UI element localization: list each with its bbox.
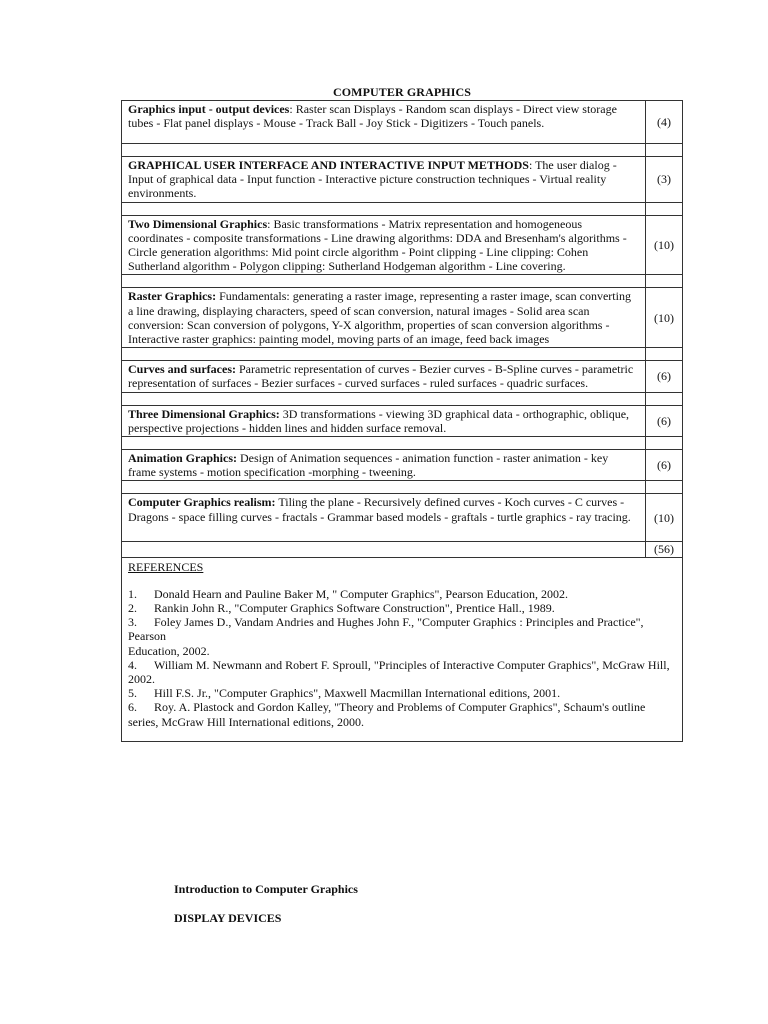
unit-content (122, 494, 646, 542)
unit-row (122, 215, 683, 275)
unit-hours: (4) (646, 101, 683, 144)
spacer-row (122, 275, 683, 288)
unit-separator: : (528, 158, 536, 172)
spacer-row (122, 348, 683, 361)
unit-content (122, 215, 646, 275)
reference-item: 1. Donald Hearn and Pauline Baker M, " Computer Graphics", Pearson Education, 2002. (128, 586, 569, 601)
unit-description: Tiling the plane - Recursively defined curves - Koch curves - C curves - Dragons - space filling curves - fractals - Grammar based models - graftals - turtle graphics - ray tracing. (128, 495, 631, 524)
unit-topic: Graphics input - output devices (128, 102, 290, 116)
total-row (122, 542, 683, 557)
unit-topic: Computer Graphics realism: (128, 495, 276, 510)
unit-description: Design of Animation sequences - animation function - raster animation - key frame systems - motion specification -morphing - tweening. (128, 451, 609, 480)
document-title: COMPUTER GRAPHICS (332, 85, 472, 99)
unit-hours: (10) (646, 288, 683, 348)
unit-description: Basic transformations - Matrix representation and homogeneous coordinates - composite transformations - Line drawing algorithms: DDA and Bresenham's algorithms - Circle generation algorithms: Mid point circle algorithm - Point clipping - Line clipping: Cohen Sutherland algorithm - Polygon clipping: Sutherland Hodgeman algorithm - Line covering. (128, 216, 627, 274)
section-heading: DISPLAY DEVICES (174, 911, 282, 925)
unit-hours: (6) (646, 405, 683, 436)
unit-content (122, 361, 646, 392)
spacer-row (122, 144, 683, 157)
unit-description: Fundamentals: generating a raster image, representing a raster image, scan converting a line drawing, displaying characters, speed of scan conversion, natural images - Solid area scan conversion: Scan conversion of polygons, Y-X algorithm, properties of scan conversion algorithms - Interactive raster graphics: painting model, moving parts of an image, feed back images (128, 289, 631, 347)
unit-topic: Raster Graphics: (128, 289, 217, 304)
unit-separator: : (289, 102, 296, 116)
unit-description: The user dialog - Input of graphical data - Input function - Interactive picture construction techniques - Virtual reality environments. (128, 158, 617, 201)
unit-row (122, 361, 683, 392)
unit-topic: Three Dimensional Graphics: (128, 406, 280, 421)
reference-item: Education, 2002. (128, 643, 210, 658)
unit-topic: Animation Graphics: (128, 451, 238, 466)
unit-content (122, 157, 646, 203)
unit-row (122, 494, 683, 542)
spacer-row (122, 437, 683, 450)
spacer-row (122, 392, 683, 405)
unit-hours: (10) (646, 494, 683, 542)
intro-heading: Introduction to Computer Graphics (174, 882, 358, 896)
references-heading: REFERENCES (128, 559, 204, 574)
total-label-cell (122, 542, 646, 557)
unit-hours: (3) (646, 157, 683, 203)
reference-item: 2. Rankin John R., "Computer Graphics Software Construction", Prentice Hall., 1989. (128, 601, 555, 616)
unit-content (122, 288, 646, 348)
unit-content (122, 101, 646, 144)
references-cell (122, 557, 683, 741)
references-row (122, 557, 683, 741)
unit-hours: (6) (646, 450, 683, 481)
spacer-row (122, 202, 683, 215)
unit-row (122, 288, 683, 348)
unit-row (122, 405, 683, 436)
unit-topic: GRAPHICAL USER INTERFACE AND INTERACTIVE INPUT METHODS (128, 158, 529, 172)
unit-row (122, 157, 683, 203)
reference-item: 5. Hill F.S. Jr., "Computer Graphics", Maxwell Macmillan International editions, 2001. (128, 686, 561, 701)
unit-hours: (6) (646, 361, 683, 392)
unit-description: Parametric representation of curves - Bezier curves - B-Spline curves - parametric representation of surfaces - Bezier surfaces - curved surfaces - ruled surfaces - quadric surfaces. (128, 362, 634, 391)
unit-hours: (10) (646, 215, 683, 275)
unit-content (122, 405, 646, 436)
unit-row (122, 101, 683, 144)
spacer-row (122, 481, 683, 494)
unit-topic: Curves and surfaces: (128, 362, 236, 377)
unit-content (122, 450, 646, 481)
reference-item: 4. William M. Newmann and Robert F. Sproull, "Principles of Interactive Computer Graphics", McGraw Hill, 2002. (128, 657, 670, 687)
unit-description: 3D transformations - viewing 3D graphical data - orthographic, oblique, perspective projections - hidden lines and hidden surface removal. (128, 406, 630, 435)
unit-description: Raster scan Displays - Random scan displays - Direct view storage tubes - Flat panel displays - Mouse - Track Ball - Joy Stick - Digitizers - Touch panels. (128, 102, 617, 131)
syllabus-table (121, 100, 683, 742)
unit-separator: : (267, 216, 274, 231)
unit-topic: Two Dimensional Graphics (128, 216, 268, 231)
reference-item: 6. Roy. A. Plastock and Gordon Kalley, "Theory and Problems of Computer Graphics", Schaum's outline series, McGraw Hill International editions, 2000. (128, 700, 646, 729)
reference-item: 3. Foley James D., Vandam Andries and Hughes John F., "Computer Graphics : Principles and Practice", Pearson (128, 615, 644, 644)
total-hours: (56) (646, 542, 683, 557)
unit-row (122, 450, 683, 481)
